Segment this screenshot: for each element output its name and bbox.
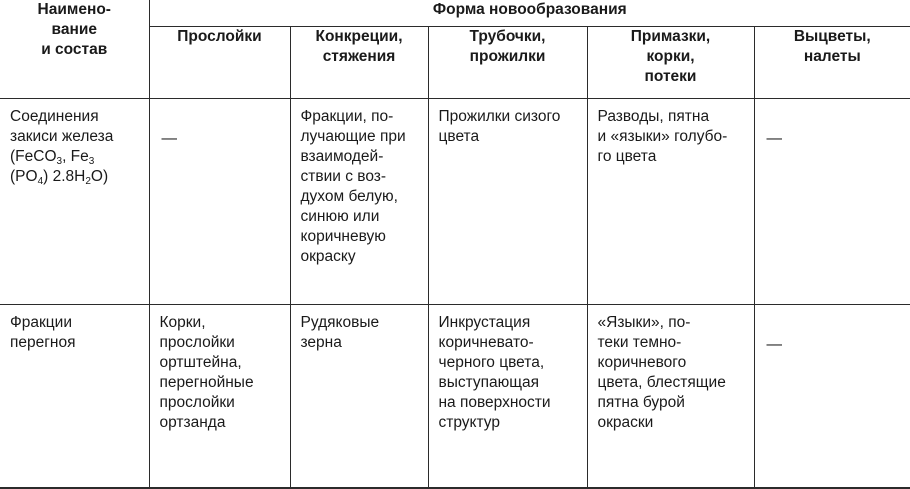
header-prosloyki <box>149 26 290 98</box>
cell-prosloyki: — <box>149 99 290 305</box>
cell-primazki <box>587 305 754 489</box>
cell-line: структур <box>439 413 577 433</box>
cell-line: перегнойные <box>160 373 280 393</box>
cell-vytsvety: — <box>754 99 910 305</box>
cell-line: коричневато- <box>439 333 577 353</box>
cell-line: ортзанда <box>160 413 280 433</box>
header-line: прожилки <box>429 47 587 67</box>
cell-konkretsii <box>290 99 428 305</box>
cell-trubochki <box>428 305 587 489</box>
formula-subscript: 2 <box>85 176 91 187</box>
cell-line: прослойки <box>160 333 280 353</box>
header-line: налеты <box>755 47 910 67</box>
cell-vytsvety: — <box>754 305 910 489</box>
cell-line: лучающие при <box>301 127 418 147</box>
table-row <box>0 99 910 305</box>
header-name-line: вание <box>0 20 149 40</box>
header-name-line: и состав <box>0 40 149 60</box>
header-line: потеки <box>588 67 754 87</box>
header-line: стяжения <box>291 47 428 67</box>
formula-part: (FeCO <box>10 148 57 165</box>
cell-line: Соединения <box>10 107 139 127</box>
cell-line: ствии с воз- <box>301 167 418 187</box>
cell-name <box>0 305 149 489</box>
cell-line: закиси железа <box>10 127 139 147</box>
cell-line: духом белую, <box>301 187 418 207</box>
cell-line: окраски <box>598 413 744 433</box>
cell-line: на поверхности <box>439 393 577 413</box>
cell-konkretsii <box>290 305 428 489</box>
header-line: Выцветы, <box>755 27 910 47</box>
header-trubochki <box>428 26 587 98</box>
cell-line: «Языки», по- <box>598 313 744 333</box>
header-line: Конкреции, <box>291 27 428 47</box>
cell-line: зерна <box>301 333 418 353</box>
cell-primazki <box>587 99 754 305</box>
cell-line: Разводы, пятна <box>598 107 744 127</box>
header-line: Примазки, <box>588 27 754 47</box>
cell-line: синюю или <box>301 207 418 227</box>
header-form-title: Форма новообразования <box>149 0 910 26</box>
formula-line <box>10 167 139 187</box>
cell-line: Фракции, по- <box>301 107 418 127</box>
header-vytsvety <box>754 26 910 98</box>
cell-line: ортштейна, <box>160 353 280 373</box>
header-konkretsii <box>290 26 428 98</box>
cell-line: теки темно- <box>598 333 744 353</box>
cell-line: выступающая <box>439 373 577 393</box>
cell-line: коричневую <box>301 227 418 247</box>
formula-part: (PO <box>10 168 38 185</box>
formula-line <box>10 147 139 167</box>
formula-subscript: 3 <box>57 156 63 167</box>
cell-line: цвета <box>439 127 577 147</box>
header-line: Прослойки <box>150 27 290 47</box>
cell-line: перегноя <box>10 333 139 353</box>
cell-line: прослойки <box>160 393 280 413</box>
cell-line: Рудяковые <box>301 313 418 333</box>
cell-trubochki <box>428 99 587 305</box>
formula-part: , Fe <box>62 148 89 165</box>
cell-line: Инкрустация <box>439 313 577 333</box>
cell-line: окраску <box>301 247 418 267</box>
header-line: корки, <box>588 47 754 67</box>
formula-part: ) 2.8H <box>43 168 85 185</box>
cell-line: го цвета <box>598 147 744 167</box>
cell-line: и «языки» голубо- <box>598 127 744 147</box>
header-name-composition <box>0 0 149 99</box>
cell-line: Фракции <box>10 313 139 333</box>
formula-subscript: 3 <box>89 156 95 167</box>
formula-subscript: 4 <box>38 176 44 187</box>
cell-name <box>0 99 149 305</box>
cell-line: взаимодей- <box>301 147 418 167</box>
table-row <box>0 305 910 489</box>
cell-prosloyki <box>149 305 290 489</box>
cell-line: черного цвета, <box>439 353 577 373</box>
cell-line: цвета, блестящие <box>598 373 744 393</box>
header-line: Трубочки, <box>429 27 587 47</box>
formula-part: O) <box>91 168 108 185</box>
header-primazki <box>587 26 754 98</box>
cell-line: коричневого <box>598 353 744 373</box>
header-name-line: Наимено- <box>0 0 149 20</box>
cell-line: Прожилки сизого <box>439 107 577 127</box>
cell-line: пятна бурой <box>598 393 744 413</box>
cell-line: Корки, <box>160 313 280 333</box>
